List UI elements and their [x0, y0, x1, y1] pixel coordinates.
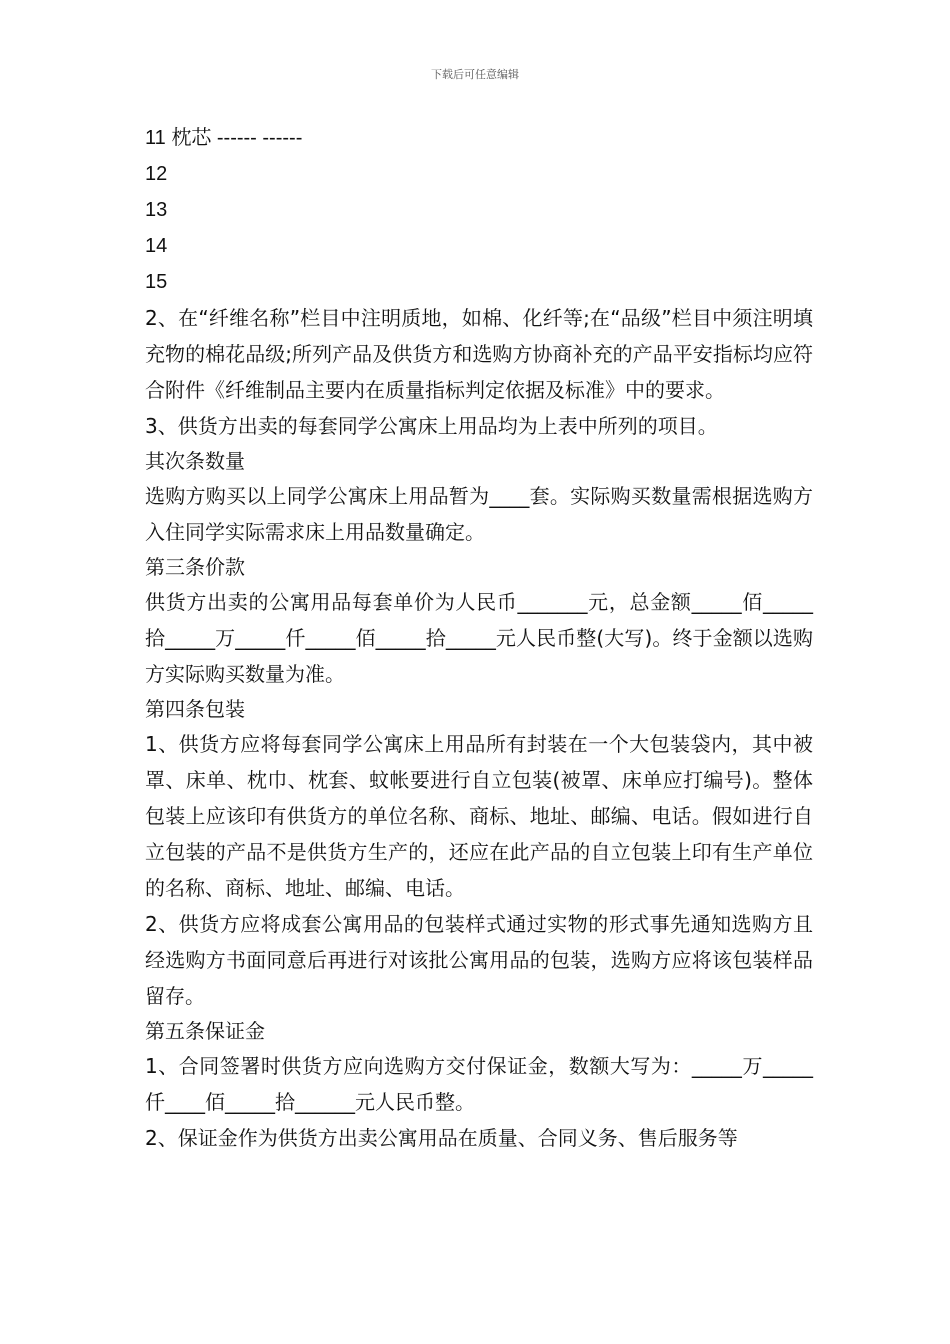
article-4-clause-2: 2、供货方应将成套公寓用品的包装样式通过实物的形式事先通知选购方且经选购方书面同意后再进行对该批公寓用品的包装，选购方应将该包装样品留存。 — [145, 912, 813, 1008]
article-3-body: 供货方出卖的公寓用品每套单价为人民币_______元，总金额_____佰_____拾_____万_____仟_____佰_____拾_____元人民币整(大写)。终于金额以选购方实际购买数量为准。 — [145, 590, 813, 686]
article-2-body: 选购方购买以上同学公寓床上用品暂为____套。实际购买数量需根据选购方入住同学实际需求床上用品数量确定。 — [145, 484, 813, 544]
article-4-clause-1: 1、供货方应将每套同学公寓床上用品所有封装在一个大包装袋内，其中被罩、床单、枕巾、枕套、蚊帐要进行自立包装(被罩、床单应打编号)。整体包装上应该印有供货方的单位名称、商标、地址、邮编、电话。假如进行自立包装的产品不是供货方生产的，还应在此产品的自立包装上印有生产单位的名称、商标、地址、邮编、电话。 — [145, 732, 813, 900]
fiber-name-clause: 2、在“纤维名称”栏目中注明质地，如棉、化纤等;在“品级”栏目中须注明填充物的棉花品级;所列产品及供货方和选购方协商补充的产品平安指标均应符合附件《纤维制品主要内在质量指标判定依据及标准》中的要求。 — [145, 306, 813, 402]
article-4-heading: 第四条包装 — [145, 697, 245, 721]
article-5-clause-1: 1、合同签署时供货方应向选购方交付保证金，数额大写为：_____万_____仟____佰_____拾______元人民币整。 — [145, 1054, 813, 1114]
table-row-12: 12 — [145, 163, 168, 185]
table-row-11: 11 枕芯 ------ ------ — [145, 127, 303, 149]
page-header: 下载后可任意编辑 — [431, 68, 519, 81]
article-5-heading: 第五条保证金 — [145, 1019, 265, 1043]
table-row-15: 15 — [145, 271, 168, 293]
items-clause: 3、供货方出卖的每套同学公寓床上用品均为上表中所列的项目。 — [145, 414, 718, 438]
document-body — [145, 120, 813, 1156]
article-3-heading: 第三条价款 — [145, 555, 245, 579]
table-row-13: 13 — [145, 199, 168, 221]
table-row-14: 14 — [145, 235, 168, 257]
article-5-clause-2: 2、保证金作为供货方出卖公寓用品在质量、合同义务、售后服务等 — [145, 1126, 738, 1150]
article-2-heading: 其次条数量 — [145, 449, 245, 473]
